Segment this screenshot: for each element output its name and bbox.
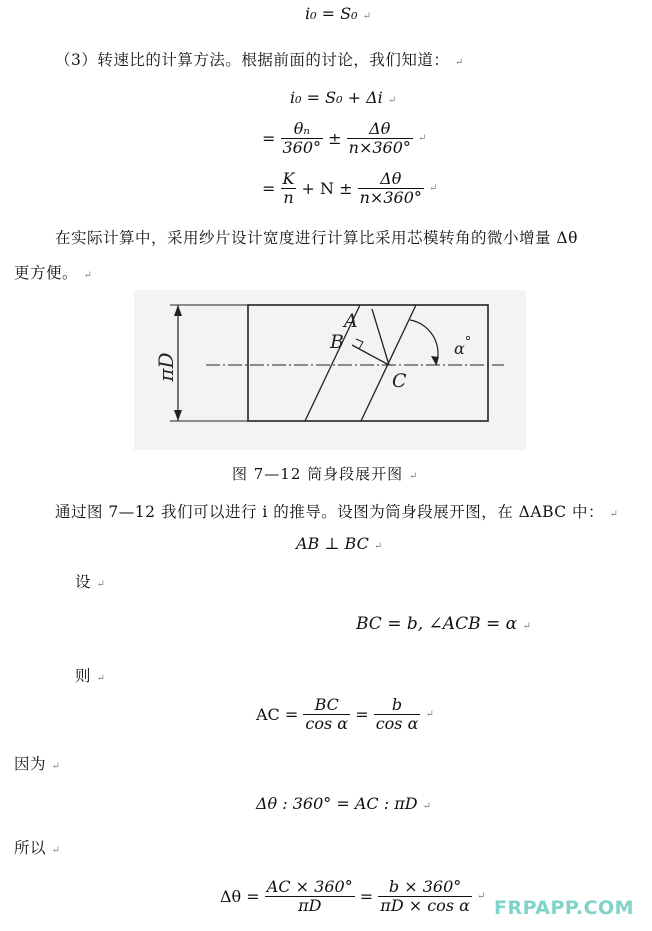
denominator: n×360° xyxy=(348,138,411,157)
denominator: cos α xyxy=(305,714,349,733)
equation-perpendicular xyxy=(296,534,382,553)
paragraph-text: 因为 xyxy=(14,755,47,773)
numerator: Δθ xyxy=(347,120,413,139)
label-c: C xyxy=(392,370,407,392)
equals-sign: = xyxy=(262,179,276,198)
equation-ac xyxy=(256,696,434,733)
paragraph-mark: ↵ xyxy=(373,541,383,552)
denominator: πD × cos α xyxy=(380,896,470,915)
paragraph-text: 设 xyxy=(75,573,92,591)
numerator: Δθ xyxy=(358,170,424,189)
fraction-ac-360 xyxy=(265,878,355,915)
denominator: cos α xyxy=(375,714,419,733)
paragraph-mark: ↵ xyxy=(425,709,434,720)
equation-bc-alpha xyxy=(356,614,531,634)
numerator: BC xyxy=(303,696,350,715)
fraction-bc-cos xyxy=(303,696,350,733)
fraction-k-n xyxy=(281,170,297,207)
paragraph-mark: ↵ xyxy=(408,471,419,482)
paragraph-mark: ↵ xyxy=(417,133,427,144)
caption-text: 图 7—12 筒身段展开图 xyxy=(232,465,404,483)
label-alpha: α xyxy=(454,339,465,358)
label-pi-d: πD xyxy=(154,352,178,382)
paragraph-derivation xyxy=(55,500,618,522)
arrow-head-top xyxy=(174,305,182,316)
paragraph-mark: ↵ xyxy=(83,270,93,281)
equation-text: Δθ : 360° = AC : πD xyxy=(256,794,418,813)
denominator: n×360° xyxy=(359,188,422,207)
numerator: b × 360° xyxy=(378,878,472,897)
denominator: πD xyxy=(298,896,322,915)
word-because xyxy=(14,752,60,774)
label-b: B xyxy=(330,331,344,353)
fraction-delta-theta xyxy=(358,170,424,207)
paragraph-mark: ↵ xyxy=(522,621,531,632)
paragraph-mark: ↵ xyxy=(428,183,438,194)
paragraph-text: 在实际计算中，采用纱片设计宽度进行计算比采用芯模转角的微小增量 Δθ xyxy=(55,229,578,247)
paragraph-text: 所以 xyxy=(14,839,47,857)
paragraph-mark: ↵ xyxy=(422,801,432,812)
paragraph-mark: ↵ xyxy=(609,509,619,520)
paragraph-mark: ↵ xyxy=(477,891,486,902)
paragraph-calc-line-2 xyxy=(14,261,92,283)
denominator: n xyxy=(283,188,294,207)
numerator: θₙ xyxy=(281,120,324,139)
equals-sign: = xyxy=(359,887,374,906)
plus-n-term: + N ± xyxy=(301,179,353,198)
numerator: AC × 360° xyxy=(266,877,353,896)
denominator: 360° xyxy=(282,138,322,157)
equation-final xyxy=(220,878,485,915)
paragraph-text: （3）转速比的计算方法。根据前面的讨论，我们知道： xyxy=(55,51,450,69)
paragraph-mark: ↵ xyxy=(96,579,106,590)
paragraph-text: 则 xyxy=(75,667,92,685)
paragraph-text: 通过图 7—12 我们可以进行 i 的推导。设图为筒身段展开图，在 ΔABC 中： xyxy=(55,503,605,521)
equation-i0 xyxy=(305,4,371,23)
equation-line-3 xyxy=(262,170,437,207)
figure-diagram xyxy=(134,290,526,450)
paragraph-text: 更方便。 xyxy=(14,264,79,282)
fraction-b-cos xyxy=(374,696,421,733)
equals-sign: = xyxy=(355,705,369,724)
equation-ratio xyxy=(256,794,431,813)
plus-minus-sign: ± xyxy=(328,129,342,148)
figure-cylinder-development xyxy=(134,290,526,450)
degree-dot xyxy=(466,336,469,339)
paragraph-speed-ratio xyxy=(55,48,464,70)
equation-text: i₀ = S₀ xyxy=(305,4,358,23)
numerator: b xyxy=(374,696,421,715)
label-a: A xyxy=(344,310,358,332)
arrow-head-bottom xyxy=(174,410,182,421)
word-let xyxy=(75,570,105,592)
numerator: K xyxy=(282,169,295,188)
word-therefore xyxy=(14,836,60,858)
paragraph-mark: ↵ xyxy=(387,95,397,106)
equals-sign: = xyxy=(262,129,276,148)
equation-text: i₀ = S₀ + Δi xyxy=(290,88,383,107)
equation-lhs: Δθ = xyxy=(220,887,260,906)
word-then xyxy=(75,664,105,686)
fraction-delta-theta xyxy=(347,120,413,157)
equation-lhs: AC = xyxy=(256,705,299,724)
equation-text: AB ⊥ BC xyxy=(296,534,369,553)
paragraph-mark: ↵ xyxy=(96,673,106,684)
paragraph-calc-line-1 xyxy=(55,226,578,248)
figure-caption xyxy=(232,463,418,484)
paragraph-mark: ↵ xyxy=(362,11,371,22)
watermark-logo: FRPAPP.COM xyxy=(494,897,635,919)
paragraph-mark: ↵ xyxy=(454,57,464,68)
cylinder-rectangle xyxy=(248,305,488,421)
equation-line-1 xyxy=(290,88,396,107)
paragraph-mark: ↵ xyxy=(51,761,61,772)
equation-text: BC = b, ∠ACB = α xyxy=(356,614,518,634)
paragraph-mark: ↵ xyxy=(51,845,61,856)
fraction-b-360 xyxy=(378,878,472,915)
fraction-theta-n xyxy=(281,120,324,157)
equation-line-2 xyxy=(262,120,426,157)
